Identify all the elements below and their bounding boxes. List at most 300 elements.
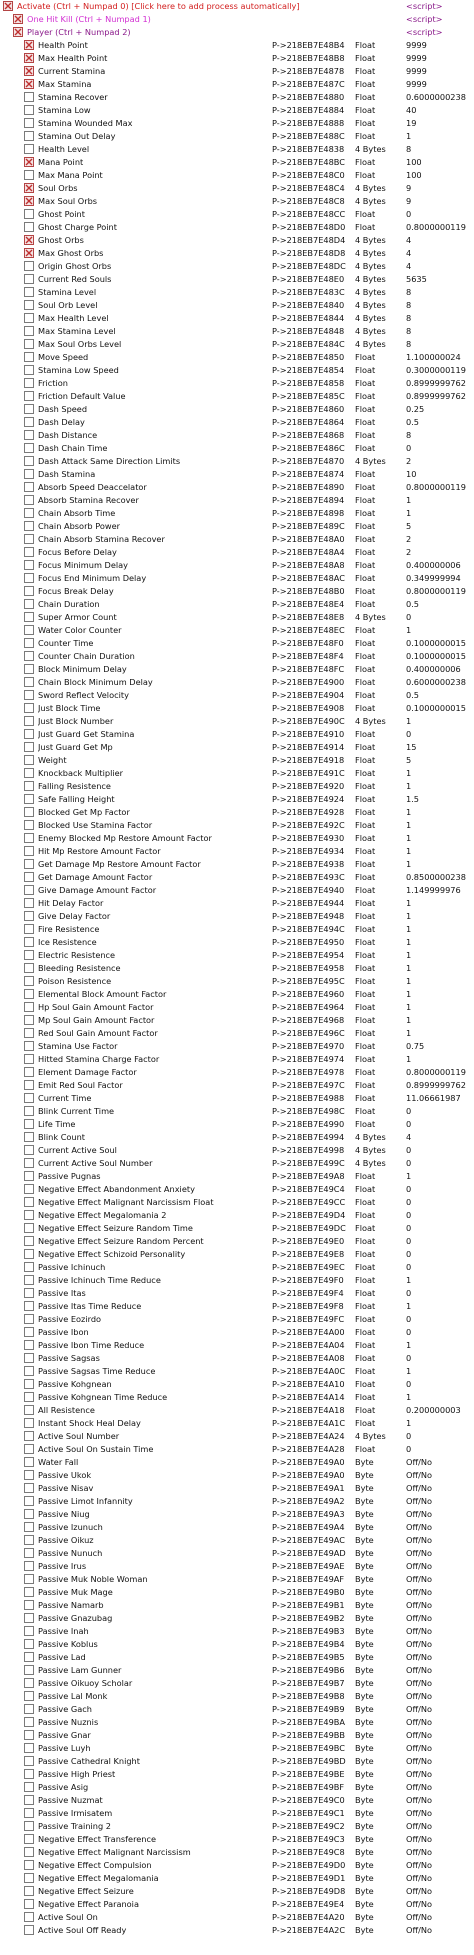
table-row[interactable] xyxy=(0,1586,474,1599)
table-row[interactable] xyxy=(0,1599,474,1612)
row-checkbox[interactable] xyxy=(24,1197,34,1207)
row-checkbox[interactable] xyxy=(24,339,34,349)
row-checkbox[interactable] xyxy=(24,625,34,635)
table-row[interactable] xyxy=(0,845,474,858)
row-checkbox[interactable] xyxy=(24,1483,34,1493)
row-checkbox[interactable] xyxy=(24,1054,34,1064)
row-checkbox[interactable] xyxy=(24,560,34,570)
row-checkbox[interactable] xyxy=(24,1418,34,1428)
table-row[interactable] xyxy=(0,325,474,338)
table-row[interactable] xyxy=(0,1209,474,1222)
table-row[interactable] xyxy=(0,533,474,546)
row-checkbox[interactable] xyxy=(24,79,34,89)
row-checkbox[interactable] xyxy=(24,742,34,752)
table-row[interactable] xyxy=(0,1495,474,1508)
row-checkbox[interactable] xyxy=(24,1639,34,1649)
table-row[interactable] xyxy=(0,780,474,793)
table-row[interactable] xyxy=(0,1027,474,1040)
row-checkbox[interactable] xyxy=(13,27,23,37)
row-checkbox[interactable] xyxy=(24,105,34,115)
table-row[interactable] xyxy=(0,1885,474,1898)
row-checkbox[interactable] xyxy=(24,1184,34,1194)
row-checkbox[interactable] xyxy=(24,1795,34,1805)
row-checkbox[interactable] xyxy=(24,1093,34,1103)
table-row[interactable] xyxy=(0,143,474,156)
table-row[interactable] xyxy=(0,1677,474,1690)
table-row[interactable] xyxy=(0,858,474,871)
table-row[interactable] xyxy=(0,884,474,897)
table-row[interactable] xyxy=(0,1287,474,1300)
row-checkbox[interactable] xyxy=(24,677,34,687)
row-checkbox[interactable] xyxy=(24,1782,34,1792)
table-row[interactable] xyxy=(0,1378,474,1391)
row-checkbox[interactable] xyxy=(24,1041,34,1051)
row-checkbox[interactable] xyxy=(24,352,34,362)
table-row[interactable] xyxy=(0,832,474,845)
row-checkbox[interactable] xyxy=(24,976,34,986)
row-checkbox[interactable] xyxy=(24,872,34,882)
table-row[interactable] xyxy=(0,507,474,520)
table-row[interactable] xyxy=(0,949,474,962)
row-checkbox[interactable] xyxy=(24,274,34,284)
table-row[interactable] xyxy=(0,117,474,130)
row-checkbox[interactable] xyxy=(24,196,34,206)
row-checkbox[interactable] xyxy=(24,1873,34,1883)
row-checkbox[interactable] xyxy=(24,1756,34,1766)
table-row[interactable] xyxy=(0,1755,474,1768)
row-checkbox[interactable] xyxy=(24,92,34,102)
table-row[interactable] xyxy=(0,1261,474,1274)
row-checkbox[interactable] xyxy=(24,378,34,388)
row-checkbox[interactable] xyxy=(24,1509,34,1519)
row-checkbox[interactable] xyxy=(24,1626,34,1636)
table-row[interactable] xyxy=(0,1352,474,1365)
table-row[interactable] xyxy=(0,481,474,494)
row-checkbox[interactable] xyxy=(24,469,34,479)
table-row[interactable] xyxy=(0,1859,474,1872)
table-row[interactable] xyxy=(0,793,474,806)
row-checkbox[interactable] xyxy=(24,794,34,804)
table-row[interactable] xyxy=(0,52,474,65)
row-checkbox[interactable] xyxy=(24,1847,34,1857)
table-row[interactable] xyxy=(0,1846,474,1859)
table-row[interactable] xyxy=(0,910,474,923)
table-row[interactable] xyxy=(0,299,474,312)
row-checkbox[interactable] xyxy=(24,1808,34,1818)
row-checkbox[interactable] xyxy=(24,690,34,700)
row-checkbox[interactable] xyxy=(24,40,34,50)
table-row[interactable] xyxy=(0,611,474,624)
table-row[interactable] xyxy=(0,1820,474,1833)
row-checkbox[interactable] xyxy=(24,365,34,375)
header-row-0[interactable] xyxy=(0,0,474,13)
row-checkbox[interactable] xyxy=(24,417,34,427)
row-checkbox[interactable] xyxy=(24,911,34,921)
row-checkbox[interactable] xyxy=(24,1431,34,1441)
table-row[interactable] xyxy=(0,663,474,676)
table-row[interactable] xyxy=(0,819,474,832)
table-row[interactable] xyxy=(0,338,474,351)
table-row[interactable] xyxy=(0,1079,474,1092)
table-row[interactable] xyxy=(0,1053,474,1066)
row-checkbox[interactable] xyxy=(24,1249,34,1259)
row-checkbox[interactable] xyxy=(24,1327,34,1337)
table-row[interactable] xyxy=(0,598,474,611)
row-checkbox[interactable] xyxy=(24,1665,34,1675)
row-checkbox[interactable] xyxy=(24,170,34,180)
row-checkbox[interactable] xyxy=(24,1301,34,1311)
row-checkbox[interactable] xyxy=(24,1171,34,1181)
table-row[interactable] xyxy=(0,572,474,585)
row-checkbox[interactable] xyxy=(24,248,34,258)
table-row[interactable] xyxy=(0,260,474,273)
table-row[interactable] xyxy=(0,741,474,754)
table-row[interactable] xyxy=(0,494,474,507)
row-checkbox[interactable] xyxy=(24,703,34,713)
table-row[interactable] xyxy=(0,234,474,247)
table-row[interactable] xyxy=(0,650,474,663)
row-checkbox[interactable] xyxy=(24,1886,34,1896)
table-row[interactable] xyxy=(0,1781,474,1794)
row-checkbox[interactable] xyxy=(24,456,34,466)
table-row[interactable] xyxy=(0,546,474,559)
table-row[interactable] xyxy=(0,1534,474,1547)
table-row[interactable] xyxy=(0,1924,474,1937)
table-row[interactable] xyxy=(0,1703,474,1716)
row-checkbox[interactable] xyxy=(24,1262,34,1272)
row-checkbox[interactable] xyxy=(24,1678,34,1688)
table-row[interactable] xyxy=(0,390,474,403)
table-row[interactable] xyxy=(0,104,474,117)
table-row[interactable] xyxy=(0,1365,474,1378)
row-checkbox[interactable] xyxy=(24,183,34,193)
row-checkbox[interactable] xyxy=(24,1769,34,1779)
table-row[interactable] xyxy=(0,1196,474,1209)
row-checkbox[interactable] xyxy=(24,833,34,843)
table-row[interactable] xyxy=(0,1131,474,1144)
row-checkbox[interactable] xyxy=(24,1015,34,1025)
row-checkbox[interactable] xyxy=(24,1340,34,1350)
row-checkbox[interactable] xyxy=(24,313,34,323)
table-row[interactable] xyxy=(0,364,474,377)
row-checkbox[interactable] xyxy=(24,404,34,414)
table-row[interactable] xyxy=(0,1690,474,1703)
table-row[interactable] xyxy=(0,1313,474,1326)
row-checkbox[interactable] xyxy=(24,1223,34,1233)
table-row[interactable] xyxy=(0,975,474,988)
row-checkbox[interactable] xyxy=(24,1288,34,1298)
entry-address: P->218EB7E4940 xyxy=(272,885,345,895)
table-row[interactable] xyxy=(0,1456,474,1469)
table-row[interactable] xyxy=(0,195,474,208)
row-checkbox[interactable] xyxy=(24,1119,34,1129)
row-checkbox[interactable] xyxy=(24,924,34,934)
row-checkbox[interactable] xyxy=(24,1353,34,1363)
table-row[interactable] xyxy=(0,1326,474,1339)
table-row[interactable] xyxy=(0,1508,474,1521)
table-row[interactable] xyxy=(0,1014,474,1027)
table-row[interactable] xyxy=(0,1651,474,1664)
table-row[interactable] xyxy=(0,1235,474,1248)
row-checkbox[interactable] xyxy=(24,989,34,999)
row-checkbox[interactable] xyxy=(24,1366,34,1376)
table-row[interactable] xyxy=(0,1911,474,1924)
row-checkbox[interactable] xyxy=(24,1158,34,1168)
row-checkbox[interactable] xyxy=(24,1899,34,1909)
table-row[interactable] xyxy=(0,1222,474,1235)
table-row[interactable] xyxy=(0,91,474,104)
row-checkbox[interactable] xyxy=(24,1392,34,1402)
row-checkbox[interactable] xyxy=(3,1,13,11)
row-checkbox[interactable] xyxy=(24,898,34,908)
table-row[interactable] xyxy=(0,1833,474,1846)
row-checkbox[interactable] xyxy=(24,1574,34,1584)
row-checkbox[interactable] xyxy=(24,326,34,336)
header-row-2[interactable] xyxy=(0,26,474,39)
table-row[interactable] xyxy=(0,1638,474,1651)
row-checkbox[interactable] xyxy=(24,755,34,765)
row-checkbox[interactable] xyxy=(24,638,34,648)
row-checkbox[interactable] xyxy=(24,963,34,973)
row-checkbox[interactable] xyxy=(24,1834,34,1844)
table-row[interactable] xyxy=(0,65,474,78)
table-row[interactable] xyxy=(0,39,474,52)
row-checkbox[interactable] xyxy=(24,1275,34,1285)
row-checkbox[interactable] xyxy=(24,1925,34,1935)
table-row[interactable] xyxy=(0,806,474,819)
table-row[interactable] xyxy=(0,871,474,884)
row-checkbox[interactable] xyxy=(24,807,34,817)
table-row[interactable] xyxy=(0,442,474,455)
table-row[interactable] xyxy=(0,1339,474,1352)
row-checkbox[interactable] xyxy=(24,846,34,856)
row-checkbox[interactable] xyxy=(24,1444,34,1454)
row-checkbox[interactable] xyxy=(24,885,34,895)
table-row[interactable] xyxy=(0,1105,474,1118)
row-checkbox[interactable] xyxy=(24,859,34,869)
row-checkbox[interactable] xyxy=(24,729,34,739)
row-checkbox[interactable] xyxy=(24,534,34,544)
table-row[interactable] xyxy=(0,403,474,416)
table-row[interactable] xyxy=(0,1807,474,1820)
row-checkbox[interactable] xyxy=(24,1379,34,1389)
table-row[interactable] xyxy=(0,676,474,689)
row-checkbox[interactable] xyxy=(24,1132,34,1142)
table-row[interactable] xyxy=(0,1469,474,1482)
table-row[interactable] xyxy=(0,1482,474,1495)
table-row[interactable] xyxy=(0,455,474,468)
table-row[interactable] xyxy=(0,1040,474,1053)
table-row[interactable] xyxy=(0,1404,474,1417)
row-checkbox[interactable] xyxy=(24,443,34,453)
table-row[interactable] xyxy=(0,1183,474,1196)
table-row[interactable] xyxy=(0,767,474,780)
table-row[interactable] xyxy=(0,1248,474,1261)
table-row[interactable] xyxy=(0,169,474,182)
table-row[interactable] xyxy=(0,728,474,741)
row-checkbox[interactable] xyxy=(24,391,34,401)
entry-value: Off/No xyxy=(406,1535,432,1545)
row-checkbox[interactable] xyxy=(24,612,34,622)
table-row[interactable] xyxy=(0,962,474,975)
table-row[interactable] xyxy=(0,520,474,533)
row-checkbox[interactable] xyxy=(24,157,34,167)
row-checkbox[interactable] xyxy=(24,768,34,778)
table-row[interactable] xyxy=(0,988,474,1001)
row-checkbox[interactable] xyxy=(24,1210,34,1220)
row-checkbox[interactable] xyxy=(24,1002,34,1012)
table-row[interactable] xyxy=(0,247,474,260)
table-row[interactable] xyxy=(0,559,474,572)
row-checkbox[interactable] xyxy=(24,1600,34,1610)
row-checkbox[interactable] xyxy=(24,1314,34,1324)
table-row[interactable] xyxy=(0,754,474,767)
row-checkbox[interactable] xyxy=(24,144,34,154)
table-row[interactable] xyxy=(0,1118,474,1131)
table-row[interactable] xyxy=(0,1716,474,1729)
row-checkbox[interactable] xyxy=(24,1691,34,1701)
row-checkbox[interactable] xyxy=(24,1496,34,1506)
row-checkbox[interactable] xyxy=(24,1821,34,1831)
table-row[interactable] xyxy=(0,312,474,325)
row-checkbox[interactable] xyxy=(24,820,34,830)
table-row[interactable] xyxy=(0,1066,474,1079)
table-row[interactable] xyxy=(0,1768,474,1781)
row-checkbox[interactable] xyxy=(24,1080,34,1090)
row-checkbox[interactable] xyxy=(24,1587,34,1597)
row-checkbox[interactable] xyxy=(24,1470,34,1480)
row-checkbox[interactable] xyxy=(24,1613,34,1623)
table-row[interactable] xyxy=(0,923,474,936)
table-row[interactable] xyxy=(0,1612,474,1625)
table-row[interactable] xyxy=(0,1144,474,1157)
table-row[interactable] xyxy=(0,1443,474,1456)
header-row-1[interactable] xyxy=(0,13,474,26)
row-checkbox[interactable] xyxy=(24,1548,34,1558)
table-row[interactable] xyxy=(0,585,474,598)
table-row[interactable] xyxy=(0,1417,474,1430)
row-checkbox[interactable] xyxy=(24,716,34,726)
table-row[interactable] xyxy=(0,1274,474,1287)
table-row[interactable] xyxy=(0,1729,474,1742)
table-row[interactable] xyxy=(0,156,474,169)
table-row[interactable] xyxy=(0,1391,474,1404)
table-row[interactable] xyxy=(0,1573,474,1586)
table-row[interactable] xyxy=(0,1742,474,1755)
row-checkbox[interactable] xyxy=(24,131,34,141)
table-row[interactable] xyxy=(0,1092,474,1105)
row-checkbox[interactable] xyxy=(24,1067,34,1077)
table-row[interactable] xyxy=(0,1001,474,1014)
row-checkbox[interactable] xyxy=(24,1236,34,1246)
table-row[interactable] xyxy=(0,1560,474,1573)
table-row[interactable] xyxy=(0,702,474,715)
row-checkbox[interactable] xyxy=(24,1405,34,1415)
row-checkbox[interactable] xyxy=(24,573,34,583)
row-checkbox[interactable] xyxy=(24,1704,34,1714)
table-row[interactable] xyxy=(0,1872,474,1885)
row-checkbox[interactable] xyxy=(24,1652,34,1662)
row-checkbox[interactable] xyxy=(24,664,34,674)
row-checkbox[interactable] xyxy=(24,508,34,518)
row-checkbox[interactable] xyxy=(24,300,34,310)
table-row[interactable] xyxy=(0,130,474,143)
row-checkbox[interactable] xyxy=(24,521,34,531)
row-checkbox[interactable] xyxy=(24,547,34,557)
table-row[interactable] xyxy=(0,1170,474,1183)
table-row[interactable] xyxy=(0,208,474,221)
table-row[interactable] xyxy=(0,1625,474,1638)
row-checkbox[interactable] xyxy=(24,781,34,791)
row-checkbox[interactable] xyxy=(24,1106,34,1116)
row-checkbox[interactable] xyxy=(24,482,34,492)
row-checkbox[interactable] xyxy=(24,1535,34,1545)
row-checkbox[interactable] xyxy=(24,430,34,440)
row-checkbox[interactable] xyxy=(24,937,34,947)
table-row[interactable] xyxy=(0,1664,474,1677)
table-row[interactable] xyxy=(0,273,474,286)
row-checkbox[interactable] xyxy=(24,1860,34,1870)
table-row[interactable] xyxy=(0,429,474,442)
table-row[interactable] xyxy=(0,377,474,390)
row-checkbox[interactable] xyxy=(24,1743,34,1753)
row-checkbox[interactable] xyxy=(24,235,34,245)
table-row[interactable] xyxy=(0,715,474,728)
row-checkbox[interactable] xyxy=(24,222,34,232)
row-checkbox[interactable] xyxy=(24,586,34,596)
row-checkbox[interactable] xyxy=(24,53,34,63)
row-checkbox[interactable] xyxy=(24,1522,34,1532)
table-row[interactable] xyxy=(0,936,474,949)
table-row[interactable] xyxy=(0,221,474,234)
table-row[interactable] xyxy=(0,1898,474,1911)
table-row[interactable] xyxy=(0,1547,474,1560)
row-checkbox[interactable] xyxy=(24,209,34,219)
table-row[interactable] xyxy=(0,468,474,481)
row-checkbox[interactable] xyxy=(24,287,34,297)
row-checkbox[interactable] xyxy=(24,1028,34,1038)
row-checkbox[interactable] xyxy=(24,66,34,76)
row-checkbox[interactable] xyxy=(24,1717,34,1727)
table-row[interactable] xyxy=(0,689,474,702)
row-checkbox[interactable] xyxy=(24,599,34,609)
row-checkbox[interactable] xyxy=(24,261,34,271)
table-row[interactable] xyxy=(0,182,474,195)
table-row[interactable] xyxy=(0,1157,474,1170)
row-checkbox[interactable] xyxy=(24,1145,34,1155)
row-checkbox[interactable] xyxy=(24,1912,34,1922)
table-row[interactable] xyxy=(0,637,474,650)
row-checkbox[interactable] xyxy=(24,651,34,661)
table-row[interactable] xyxy=(0,78,474,91)
table-row[interactable] xyxy=(0,1300,474,1313)
table-row[interactable] xyxy=(0,624,474,637)
row-checkbox[interactable] xyxy=(13,14,23,24)
row-checkbox[interactable] xyxy=(24,118,34,128)
table-row[interactable] xyxy=(0,1430,474,1443)
row-checkbox[interactable] xyxy=(24,1730,34,1740)
table-row[interactable] xyxy=(0,416,474,429)
row-checkbox[interactable] xyxy=(24,950,34,960)
table-row[interactable] xyxy=(0,897,474,910)
row-checkbox[interactable] xyxy=(24,1561,34,1571)
row-checkbox[interactable] xyxy=(24,1457,34,1467)
table-row[interactable] xyxy=(0,351,474,364)
row-checkbox[interactable] xyxy=(24,495,34,505)
table-row[interactable] xyxy=(0,1794,474,1807)
table-row[interactable] xyxy=(0,1521,474,1534)
table-row[interactable] xyxy=(0,286,474,299)
